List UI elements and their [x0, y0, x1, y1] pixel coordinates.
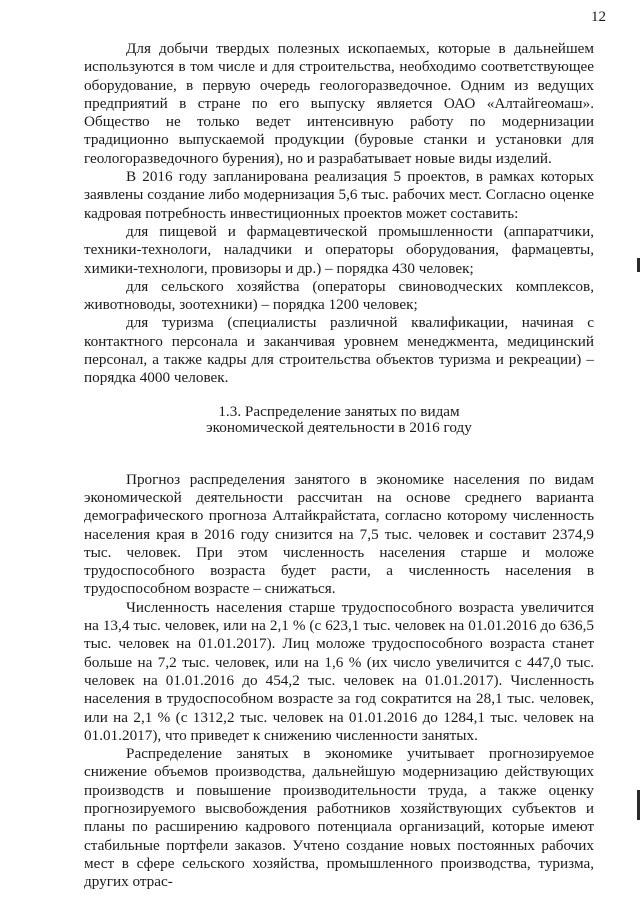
paragraph: В 2016 году запланирована реализация 5 проектов, в рамках которых заявлены создание либо модернизация 5,6 тыс. рабочих мест. Согласно оценке кадровая потребность инвестиционных проектов может составить:	[84, 168, 594, 222]
page-number: 12	[591, 9, 606, 25]
section-heading-line: экономической деятельности в 2016 году	[206, 418, 472, 436]
section-heading	[84, 404, 594, 436]
paragraph: для сельского хозяйства (операторы свиноводческих комплексов, животноводы, зоотехники) – порядка 1200 человек;	[84, 277, 594, 314]
section-heading-line: 1.3. Распределение занятых по видам	[218, 402, 460, 420]
paragraph: для пищевой и фармацевтической промышленности (аппаратчики, техники-технологи, наладчики и операторы оборудования, фармацевты, химики-технологи, провизоры и др.) – порядка 430 человек;	[84, 222, 594, 277]
paragraph: для туризма (специалисты различной квалификации, начиная с контактного персонала и заканчивая уровнем менеджмента, медицинский персонал, а также кадры для строительства объектов туризма и рекреации) – порядка 4000 человек.	[84, 314, 594, 387]
paragraph: Численность населения старше трудоспособного возраста увеличится на 13,4 тыс. человек, или на 2,1 % (с 623,1 тыс. человек на 01.01.2016 до 636,5 тыс. человек на 01.01.2017). Лиц моложе трудоспособного возраста станет больше на 7,2 тыс. человек, или на 1,6 % (их число увеличится с 447,0 тыс. человек на 01.01.2016 до 454,2 тыс. человек на 01.01.2017). Численность населения в трудоспособном возрасте за год сократится на 28,1 тыс. человек, или на 2,1 % (с 1312,2 тыс. человек на 01.01.2016 до 1284,1 тыс. человек на 01.01.2017), что приведет к снижению численности занятых.	[84, 598, 594, 744]
paragraph: Для добычи твердых полезных ископаемых, которые в дальнейшем используются в том числе и для строительства, необходимо соответствующее оборудование, в первую очередь геологоразведочное. Одним из ведущих предприятий в стране по его выпуску является ОАО «Алтайгеомаш». Общество не только ведет интенсивную работу по модернизации традиционно выпускаемой продукции (буровые станки и установки для геологоразведочного бурения), но и разрабатывает новые виды изделий.	[84, 40, 594, 167]
paragraph: Прогноз распределения занятого в экономике населения по видам экономической деятельности рассчитан на основе среднего варианта демографического прогноза Алтайкрайстата, согласно которому численность населения края в 2016 году снизится на 7,5 тыс. человек и составит 2374,9 тыс. человек. При этом численность населения старше и моложе трудоспособного возраста будет расти, а численность населения в трудоспособном возрасте – снижаться.	[84, 470, 594, 598]
paragraph: Распределение занятых в экономике учитывает прогнозируемое снижение объемов производства, дальнейшую модернизацию действующих производств и повышение производительности труда, а также оценку прогнозируемого высвобождения работников хозяйствующих субъектов и планы по расширению кадрового потенциала организаций, которые имеют стабильные портфели заказов. Учтено создание новых постоянных рабочих мест в сфере сельского хозяйства, промышленного производства, туризма, других отрас-	[84, 745, 594, 891]
document-body	[84, 40, 594, 891]
